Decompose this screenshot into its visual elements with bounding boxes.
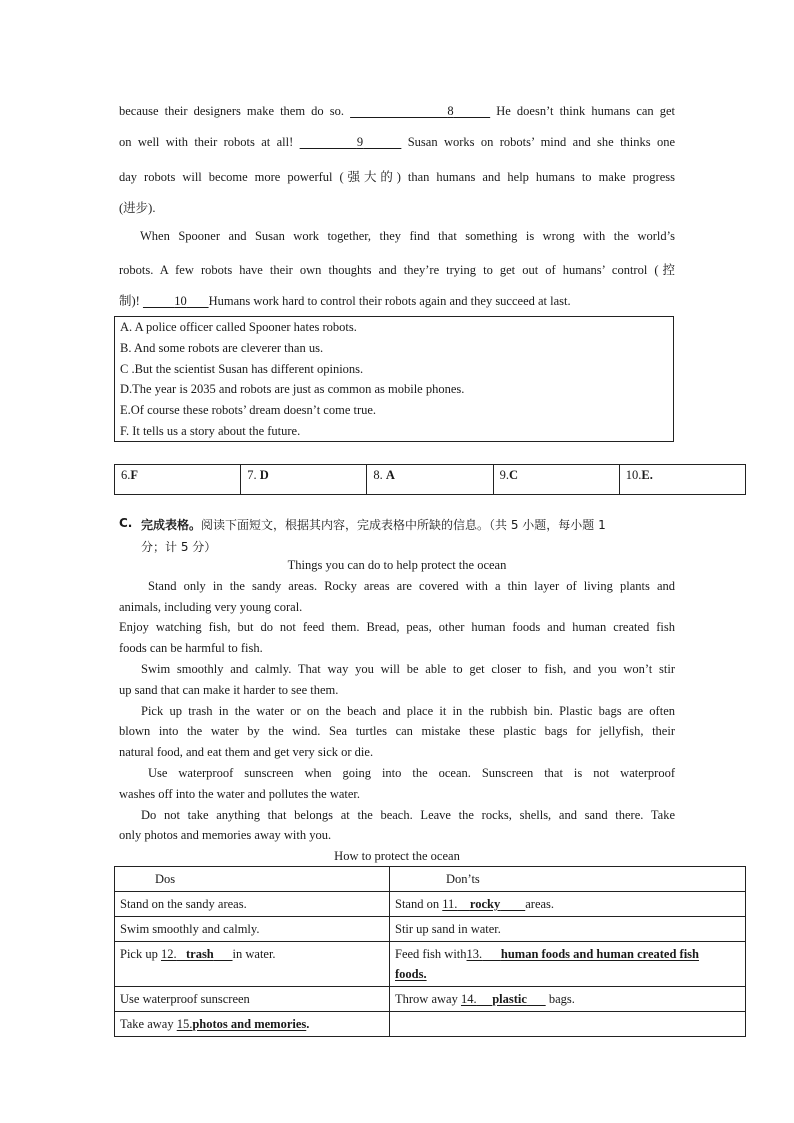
option-c: C .But the scientist Susan has different opinions. — [120, 362, 364, 376]
passage-line: (进步). — [119, 201, 156, 215]
answer-cell: 7. D — [241, 465, 367, 495]
answer-cell: 10.E. — [619, 465, 745, 495]
answer-table — [114, 464, 746, 495]
paragraph-line: Enjoy watching fish, but do not feed them. Bread, peas, other human foods and human created fish — [119, 620, 675, 634]
table-row — [115, 942, 746, 987]
dos-cell: Stand on the sandy areas. — [115, 892, 390, 917]
answer-cell: 8. A — [367, 465, 493, 495]
text-title: Things you can do to help protect the ocean — [287, 558, 507, 572]
paragraph-line: Stand only in the sandy areas. Rocky areas are covered with a thin layer of living plants and — [148, 579, 675, 593]
donts-cell: Stir up sand in water. — [390, 917, 746, 942]
passage-line: When Spooner and Susan work together, they find that something is wrong with the world’s — [140, 229, 675, 243]
blank-9: 9 — [356, 135, 364, 149]
paragraph-line: up sand that can make it harder to see them. — [119, 683, 339, 697]
dos-cell: Swim smoothly and calmly. — [115, 917, 390, 942]
header-donts: Don’ts — [390, 867, 746, 892]
paragraph-line: animals, including very young coral. — [119, 600, 303, 614]
table-title: How to protect the ocean — [334, 849, 460, 863]
passage-line: day robots will become more powerful (强大的) than humans and help humans to make progress — [119, 170, 675, 184]
donts-cell: Throw away 14. plastic bags. — [390, 987, 746, 1012]
option-a: A. A police officer called Spooner hates robots. — [120, 320, 357, 334]
paragraph-line: Pick up trash in the water or on the beach and place it in the rubbish bin. Plastic bags are often — [141, 704, 675, 718]
section-c-instructions-2: 分；计 5 分） — [141, 540, 217, 554]
option-f: F. It tells us a story about the future. — [120, 424, 301, 438]
passage-line: 制)! 10 Humans work hard to control their robots again and they succeed at last. — [119, 294, 571, 308]
options-box — [114, 316, 674, 442]
header-dos: Dos — [115, 867, 390, 892]
passage-line: on well with their robots at all! 9 Susan works on robots’ mind and she thinks one — [119, 135, 676, 149]
paragraph-line: washes off into the water and pollutes the water. — [119, 787, 361, 801]
answer-cell: 6.F — [115, 465, 241, 495]
table-row — [115, 917, 746, 942]
table-row — [115, 465, 746, 495]
donts-cell — [390, 1012, 746, 1037]
paragraph-line: only photos and memories away with you. — [119, 828, 332, 842]
paragraph-line: natural food, and eat them and get very sick or die. — [119, 745, 374, 759]
donts-cell: Feed fish with13. human foods and human created fish foods. — [390, 942, 746, 987]
section-c-instructions: 完成表格。阅读下面短文，根据其内容，完成表格中所缺的信息。（共 5 小题，每小题 1 — [141, 518, 606, 532]
table-row — [115, 892, 746, 917]
blank-10: 10 — [174, 294, 187, 308]
dos-cell: Pick up 12. trash in water. — [115, 942, 390, 987]
protect-ocean-table — [114, 866, 746, 1037]
blank-8: 8 — [447, 104, 454, 118]
donts-cell: Stand on 11. rocky areas. — [390, 892, 746, 917]
passage-line: because their designers make them do so. 8 He doesn’t think humans can get — [119, 104, 676, 118]
answer-cell: 9.C — [493, 465, 619, 495]
paragraph-line: blown into the water by the wind. Sea turtles can mistake these plastic bags for jellyfish, their — [119, 724, 675, 738]
table-row — [115, 867, 746, 892]
dos-cell: Use waterproof sunscreen — [115, 987, 390, 1012]
option-e: E.Of course these robots’ dream doesn’t come true. — [120, 403, 377, 417]
option-b: B. And some robots are cleverer than us. — [120, 341, 324, 355]
table-row — [115, 987, 746, 1012]
paragraph-line: Use waterproof sunscreen when going into the ocean. Sunscreen that is not waterproof — [148, 766, 675, 780]
paragraph-line: foods can be harmful to fish. — [119, 641, 263, 655]
section-c-label: C. — [119, 516, 133, 530]
dos-cell: Take away 15.photos and memories. — [115, 1012, 390, 1037]
table-row — [115, 1012, 746, 1037]
option-d: D.The year is 2035 and robots are just as common as mobile phones. — [120, 382, 465, 396]
paragraph-line: Do not take anything that belongs at the beach. Leave the rocks, shells, and sand there. Take — [141, 808, 675, 822]
passage-line: robots. A few robots have their own thoughts and they’re trying to get out of humans’ control (控 — [119, 263, 675, 277]
paragraph-line: Swim smoothly and calmly. That way you will be able to get closer to fish, and you won’t stir — [141, 662, 675, 676]
